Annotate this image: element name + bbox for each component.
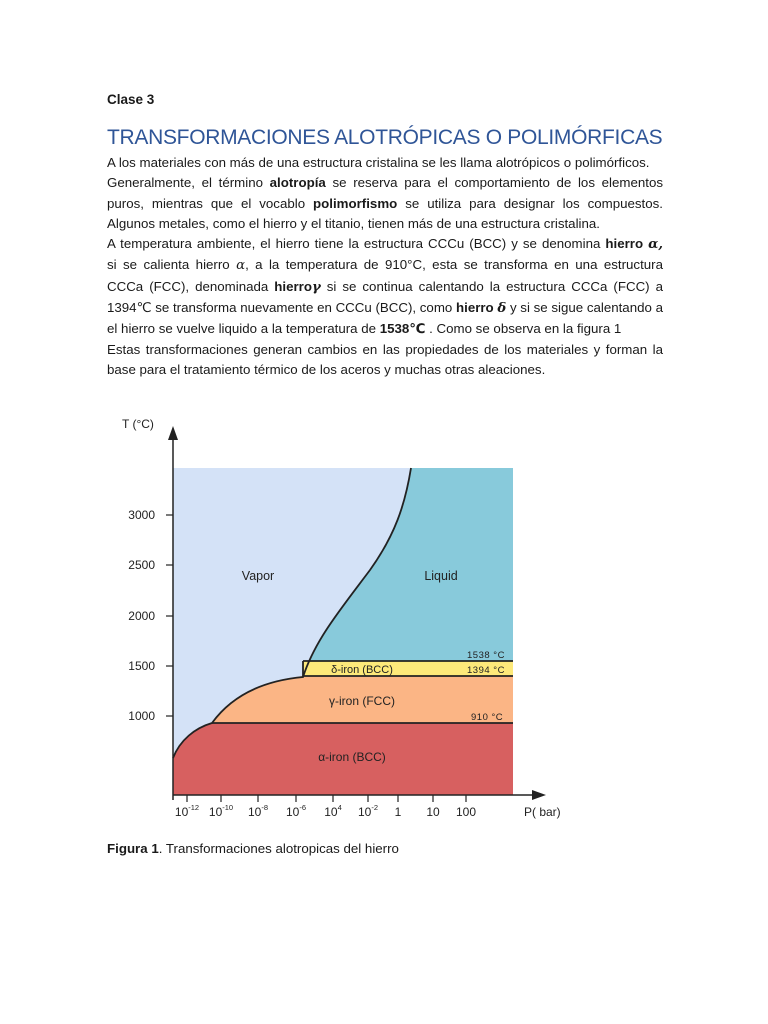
phase-diagram-chart <box>100 410 580 830</box>
text-line: Algunos metales, como el hierro y el titanio, tienen más de una estructura cristalina. <box>107 215 600 231</box>
page-title: TRANSFORMACIONES ALOTRÓPICAS O POLIMÓRFICAS <box>107 126 663 149</box>
x-tick-label: $10^{-2}$ <box>357 803 379 819</box>
body-paragraph <box>107 153 663 380</box>
region-label-gamma: γ-iron (FCC) <box>329 694 395 708</box>
x-tick-label: $10^{-12}$ <box>174 803 200 819</box>
x-tick-label: $10^{-6}$ <box>285 803 307 819</box>
y-tick-label: 2000 <box>128 609 155 623</box>
y-tick-label: 1500 <box>128 659 155 673</box>
region-label-liquid: Liquid <box>424 569 458 583</box>
figure-caption: Figura 1. Transformaciones alotropicas del hierro <box>107 841 399 856</box>
text-line: puros, mientras que el vocablo polimorfismo se utiliza para designar los compuestos. <box>107 195 663 211</box>
x-tick-label: 10 <box>426 805 440 819</box>
y-tick-label: 2500 <box>128 558 155 572</box>
text-line: Generalmente, el término alotropía se reserva para el comportamiento de los elementos <box>107 175 663 191</box>
y-axis-label: T (°C) <box>122 417 154 431</box>
x-tick-label: $10^{-8}$ <box>247 803 269 819</box>
x-axis-arrow <box>532 790 546 800</box>
transition-label-1538: 1538 °C <box>467 650 505 661</box>
phase-diagram-figure <box>100 410 580 830</box>
region-label-vapor: Vapor <box>241 569 275 583</box>
text-line: si se calienta hierro α, a la temperatura de 910°C, esta se transforma en una estructura <box>107 257 663 274</box>
text-line: el hierro se vuelve liquido a la temperatura de 1538℃ . Como se observa en la figura 1 <box>107 321 622 337</box>
region-label-alpha: α-iron (BCC) <box>318 750 386 764</box>
text-line: base para el tratamiento térmico de los aceros y muchas otras aleaciones. <box>107 361 546 377</box>
text-line: CCCa (FCC), denominada hierroγ si se continua calentando la estructura CCCa (FCC) a <box>107 278 663 295</box>
transition-label-910: 910 °C <box>471 712 504 723</box>
class-heading: Clase 3 <box>107 92 155 107</box>
text-line: A temperatura ambiente, el hierro tiene la estructura CCCu (BCC) y se denomina hierro α, <box>107 236 663 253</box>
text-line: 1394℃ se transforma nuevamente en CCCu (BCC), como hierro δ y si se sigue calentando a <box>107 300 663 317</box>
x-tick-label: $10^4$ <box>324 803 342 819</box>
x-tick-label: 100 <box>455 805 477 819</box>
y-axis-arrow <box>168 426 178 440</box>
x-tick-label: $10^{-10}$ <box>208 803 234 819</box>
x-axis-label: P( bar) <box>524 805 561 819</box>
text-line: A los materiales con más de una estructura cristalina se les llama alotrópicos o polimórficos. <box>107 155 650 170</box>
x-ticks <box>175 795 476 819</box>
y-tick-label: 1000 <box>128 709 155 723</box>
transition-label-1394: 1394 °C <box>467 665 505 676</box>
x-tick-label: 1 <box>394 805 402 819</box>
text-line: Estas transformaciones generan cambios en las propiedades de los materiales y forman la <box>107 341 663 357</box>
region-label-delta: δ-iron (BCC) <box>331 664 393 676</box>
y-tick-label: 3000 <box>128 508 155 522</box>
